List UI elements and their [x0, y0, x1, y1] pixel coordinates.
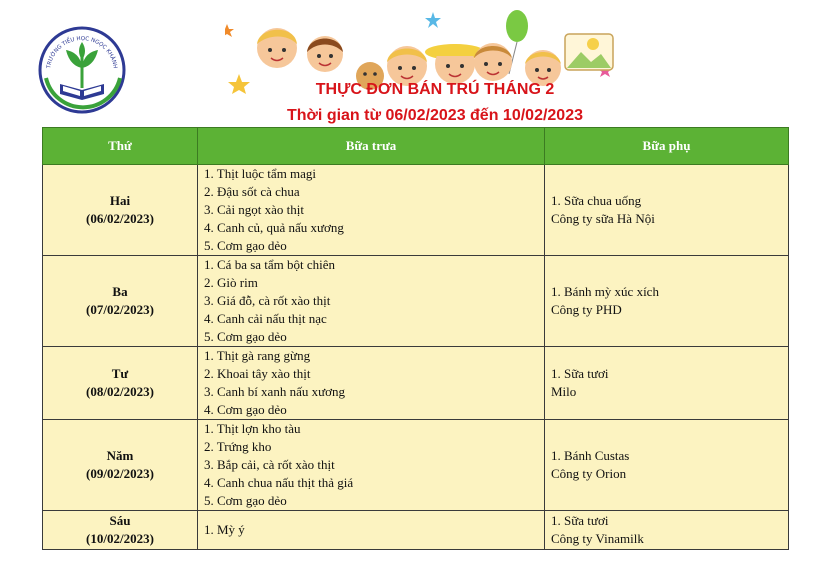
snack-cell — [545, 347, 789, 420]
lunch-item: 1. Thịt gà rang gừng — [204, 348, 311, 363]
lunch-item: 2. Trứng kho — [204, 439, 272, 454]
title-line-2: Thời gian từ 06/02/2023 đến 10/02/2023 — [287, 107, 583, 124]
menu-table — [42, 127, 789, 550]
table-row — [43, 511, 789, 550]
snack-item: 1. Sữa tươi — [551, 513, 609, 528]
day-date: (06/02/2023) — [86, 211, 154, 226]
snack-supplier: Công ty Orion — [551, 466, 627, 481]
snack-supplier: Công ty PHD — [551, 302, 622, 317]
lunch-item: 1. Thịt luộc tẩm magi — [204, 166, 317, 181]
lunch-cell — [198, 347, 545, 420]
snack-cell — [545, 165, 789, 256]
table-row — [43, 256, 789, 347]
lunch-item: 5. Cơm gạo dẻo — [204, 329, 287, 344]
header-snack: Bữa phụ — [545, 128, 789, 165]
lunch-item: 2. Giò rim — [204, 275, 258, 290]
table-row — [43, 347, 789, 420]
lunch-item: 3. Giá đỗ, cà rốt xào thịt — [204, 293, 331, 308]
lunch-cell — [198, 165, 545, 256]
day-cell — [43, 165, 198, 256]
lunch-item: 3. Cải ngọt xào thịt — [204, 202, 305, 217]
school-logo — [36, 22, 128, 114]
day-cell — [43, 420, 198, 511]
snack-supplier: Công ty sữa Hà Nội — [551, 211, 655, 226]
lunch-cell — [198, 511, 545, 550]
header-lunch: Bữa trưa — [198, 128, 545, 165]
snack-supplier: Milo — [551, 384, 577, 399]
lunch-item: 5. Cơm gạo dẻo — [204, 238, 287, 253]
lunch-item: 2. Khoai tây xào thịt — [204, 366, 311, 381]
day-cell — [43, 256, 198, 347]
day-name: Hai — [109, 193, 131, 208]
lunch-item: 2. Đậu sốt cà chua — [204, 184, 300, 199]
lunch-item: 1. Cá ba sa tẩm bột chiên — [204, 257, 336, 272]
day-name: Tư — [111, 366, 129, 381]
day-name: Ba — [112, 284, 128, 299]
day-date: (10/02/2023) — [86, 531, 154, 546]
day-cell — [43, 347, 198, 420]
snack-item: 1. Bánh Custas — [551, 448, 630, 463]
day-date: (08/02/2023) — [86, 384, 154, 399]
lunch-item: 3. Canh bí xanh nấu xương — [204, 384, 346, 399]
logo-text: TRƯỜNG TIỂU HỌC NGỌC KHÁNH — [46, 35, 118, 69]
lunch-item: 4. Canh củ, quả nấu xương — [204, 220, 344, 235]
lunch-cell — [198, 256, 545, 347]
day-date: (07/02/2023) — [86, 302, 154, 317]
lunch-item: 1. Thịt lợn kho tàu — [204, 421, 301, 436]
lunch-item: 1. Mỳ ý — [204, 522, 245, 537]
table-header-row — [43, 128, 789, 165]
snack-supplier: Công ty Vinamilk — [551, 531, 644, 546]
day-name: Năm — [106, 448, 134, 463]
table-row — [43, 165, 789, 256]
header-day: Thứ — [43, 128, 198, 165]
day-cell — [43, 511, 198, 550]
title-line-1: THỰC ĐƠN BÁN TRÚ THÁNG 2 — [315, 81, 555, 98]
day-date: (09/02/2023) — [86, 466, 154, 481]
snack-item: 1. Bánh mỳ xúc xích — [551, 284, 659, 299]
lunch-item: 3. Bắp cải, cà rốt xào thịt — [204, 457, 335, 472]
snack-item: 1. Sữa chua uống — [551, 193, 642, 208]
lunch-item: 4. Canh cải nấu thịt nạc — [204, 311, 327, 326]
lunch-item: 5. Cơm gạo dẻo — [204, 493, 287, 508]
snack-item: 1. Sữa tươi — [551, 366, 609, 381]
lunch-item: 4. Canh chua nấu thịt thả giá — [204, 475, 354, 490]
lunch-cell — [198, 420, 545, 511]
table-row — [43, 420, 789, 511]
menu-title — [250, 80, 620, 126]
snack-cell — [545, 256, 789, 347]
snack-cell — [545, 511, 789, 550]
day-name: Sáu — [109, 513, 131, 528]
lunch-item: 4. Cơm gạo dẻo — [204, 402, 287, 417]
snack-cell — [545, 420, 789, 511]
